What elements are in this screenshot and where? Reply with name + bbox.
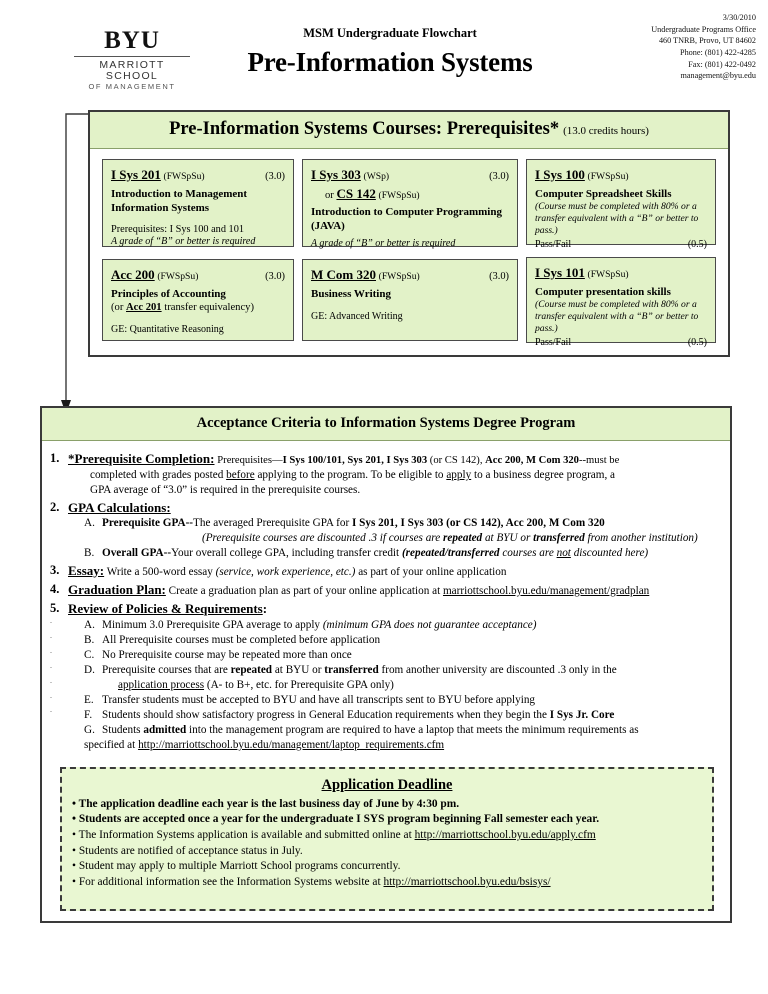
subitem-italic-b: discounted here)	[570, 546, 649, 559]
deadline-title: Application Deadline	[321, 776, 453, 793]
course-grade-note: A grade of “B” or better is required	[111, 235, 256, 247]
list-marker-dots: . . . . . . .	[50, 616, 52, 715]
course-card-acc200	[102, 259, 294, 341]
policy-label: F.	[84, 708, 93, 721]
criteria-heading: Review of Policies & Requirements	[68, 600, 263, 616]
policy-item-g	[68, 723, 720, 753]
acceptance-body	[42, 441, 730, 753]
criteria-text-b: as part of your online application	[355, 565, 507, 578]
policy-text: Transfer students must be accepted to BYU and have all transcripts sent to BYU before applying	[102, 693, 536, 706]
prerequisites-banner-title: Pre-Information Systems Courses: Prerequisites*	[169, 119, 560, 139]
policy-item-f	[68, 708, 720, 723]
course-code: I Sys 100	[535, 167, 585, 182]
criteria-line2-b: applying to the program. To be eligible to	[254, 469, 447, 482]
course-code: I Sys 303	[311, 167, 361, 182]
criteria-text-mid: (or CS 142),	[427, 455, 486, 466]
course-prerequisites-note: Prerequisites: I Sys 100 and 101	[111, 223, 244, 235]
logo-divider	[74, 56, 190, 57]
course-alt-prefix: or	[325, 189, 334, 201]
criteria-heading: Graduation Plan:	[68, 581, 166, 597]
office-phone: Phone: (801) 422-4285	[680, 47, 756, 57]
apply-link[interactable]: http://marriottschool.byu.edu/apply.cfm	[414, 828, 596, 841]
course-credits: (0.5)	[687, 238, 707, 250]
deadline-line-2: • Students are accepted once a year for the undergraduate I SYS program beginning Fall semester each year.	[72, 813, 600, 826]
policy-text-b: at BYU or	[272, 664, 325, 677]
subitem-italic-c: from another institution)	[584, 532, 698, 545]
course-alt-prefix: (or	[111, 301, 124, 313]
office-name: Undergraduate Programs Office	[651, 24, 756, 34]
course-title-line1: Business Writing	[311, 287, 391, 300]
course-terms: (FWSpSu)	[157, 271, 199, 282]
course-title-line1: Principles of Accounting	[111, 287, 226, 300]
document-subtitle: MSM Undergraduate Flowchart	[303, 26, 477, 40]
course-card-isys303	[302, 159, 518, 250]
policy-cont-text: (A- to B+, etc. for Prerequisite GPA only)	[204, 679, 394, 692]
course-card-isys100	[526, 159, 716, 250]
policy-label: C.	[84, 649, 95, 662]
course-alt-suffix: transfer equivalency)	[164, 301, 254, 313]
deadline-line-4: • Students are notified of acceptance status in July.	[72, 844, 303, 857]
course-passfail-label: Pass/Fail	[535, 238, 572, 250]
criteria-item-4	[50, 581, 720, 599]
policy-italic: (minimum GPA does not guarantee acceptance)	[322, 619, 537, 632]
logo-school-text: MARRIOTT SCHOOL	[99, 59, 165, 82]
subitem-text: Your overall college GPA, including transfer credit	[171, 546, 402, 559]
page-title: Pre-Information Systems	[247, 47, 533, 77]
application-deadline-box	[60, 767, 714, 911]
course-passfail-label: Pass/Fail	[535, 336, 572, 348]
policy-label: A.	[84, 619, 95, 632]
subitem-italic-repeated: repeated	[443, 532, 483, 545]
course-card-isys101	[526, 257, 716, 348]
subitem-italic-bold: (repeated/transferred	[401, 546, 500, 559]
policy-text-a: Students	[102, 723, 144, 736]
policy-text-b: into the management program are required to have a laptop that meets the minimum requirements as	[186, 723, 639, 736]
course-column-left	[102, 159, 294, 343]
criteria-heading: GPA Calculations:	[68, 499, 171, 515]
policy-label: G.	[84, 723, 95, 736]
criteria-line2-c: to a business degree program, a	[471, 469, 616, 482]
policy-label: D.	[84, 664, 95, 677]
course-alt-code: CS 142	[336, 185, 376, 201]
policy-item-b	[68, 633, 720, 648]
course-grid	[90, 149, 728, 355]
course-ge-note: GE: Advanced Writing	[311, 310, 403, 322]
logo-byu-text: BYU	[104, 27, 160, 54]
course-title-line1: Introduction to Computer Programming	[311, 206, 502, 219]
course-terms: (WSp)	[363, 171, 390, 182]
course-pass-note: (Course must be completed with 80% or a transfer equivalent with a “B” or better to pass.)	[535, 200, 699, 236]
document-date: 3/30/2010	[722, 13, 756, 22]
criteria-number: 3.	[50, 562, 60, 577]
subitem-italic-a: (Prerequisite courses are discounted .3 if courses are	[202, 532, 444, 545]
deadline-line-6-text: • For additional information see the Information Systems website at	[72, 876, 384, 889]
criteria-text-a: Prerequisites—	[217, 455, 283, 466]
policy-item-d	[68, 663, 720, 693]
criteria-text-end: --must be	[578, 455, 620, 466]
course-terms: (FWSpSu)	[587, 171, 629, 182]
course-card-isys201	[102, 159, 294, 247]
policy-text: All Prerequisite courses must be completed before application	[102, 634, 381, 647]
page-header	[0, 0, 768, 92]
course-credits: (3.0)	[489, 271, 509, 282]
deadline-line-1: • The application deadline each year is the last business day of June by 4:30 pm.	[72, 797, 460, 810]
subitem-italic-a: courses are	[499, 546, 557, 559]
criteria-item-3	[50, 562, 720, 580]
course-title-line2: Information Systems	[111, 201, 210, 214]
acceptance-banner: Acceptance Criteria to Information Systems Degree Program	[42, 408, 730, 441]
byu-marriott-logo	[72, 28, 192, 91]
policy-label: E.	[84, 693, 94, 706]
subitem-course-list: I Sys 201, I Sys 303 (or CS 142), Acc 200, M Com 320	[352, 517, 605, 530]
course-column-right	[526, 159, 716, 348]
criteria-number: 5.	[50, 600, 60, 615]
criteria-item-5	[50, 600, 720, 753]
course-credits: (3.0)	[265, 271, 285, 282]
course-code: I Sys 101	[535, 265, 585, 280]
gradplan-link[interactable]: marriottschool.byu.edu/management/gradplan	[442, 584, 650, 597]
laptop-requirements-link[interactable]: http://marriottschool.byu.edu/management/laptop_requirements.cfm	[138, 738, 445, 751]
course-code: M Com 320	[311, 267, 376, 282]
course-column-middle	[302, 159, 518, 343]
deadline-line-5: • Student may apply to multiple Marriott School programs concurrently.	[72, 860, 401, 873]
office-email: management@byu.edu	[680, 71, 756, 81]
course-title-line1: Introduction to Management	[111, 187, 248, 200]
course-card-mcom320	[302, 259, 518, 341]
course-title-line1: Computer presentation skills	[535, 285, 671, 298]
prerequisites-banner	[90, 112, 728, 149]
course-pass-note: (Course must be completed with 80% or a transfer equivalent with a “B” or better to pass.)	[535, 298, 699, 334]
criteria-heading: Essay:	[68, 562, 105, 578]
course-alt-terms: (FWSpSu)	[378, 189, 420, 201]
course-ge-note: GE: Quantitative Reasoning	[111, 324, 224, 336]
policy-underline-appprocess: application process	[118, 679, 205, 692]
office-address: 460 TNRB, Provo, UT 84602	[658, 36, 756, 46]
logo-division-text: OF MANAGEMENT	[88, 82, 176, 91]
policy-list	[68, 618, 720, 752]
criteria-line3: GPA average of “3.0” is required in the prerequisite courses.	[90, 483, 361, 496]
criteria-text-italic: (service, work experience, etc.)	[215, 565, 356, 578]
policy-bold-admitted: admitted	[143, 723, 187, 736]
course-title-line1: Computer Spreadsheet Skills	[535, 187, 672, 200]
deadline-line-6	[72, 875, 702, 891]
policy-item-c	[68, 648, 720, 663]
prerequisites-credit-hours: (13.0 credits hours)	[563, 125, 649, 137]
course-terms: (FWSpSu)	[587, 269, 629, 280]
criteria-text-a: Write a 500-word essay	[106, 565, 216, 578]
policy-cont-a: specified at	[84, 738, 139, 751]
policy-text: No Prerequisite course may be repeated more than once	[102, 649, 352, 662]
subitem-label: A.	[84, 517, 95, 530]
criteria-subitem-2a	[68, 516, 720, 546]
contact-info	[651, 12, 756, 82]
subitem-italic-transferred: transferred	[533, 532, 585, 545]
criteria-line2-before: before	[226, 469, 255, 482]
criteria-number: 4.	[50, 581, 60, 596]
deadline-line-3	[72, 828, 702, 844]
criteria-heading: *Prerequisite Completion:	[68, 451, 215, 466]
subitem-italic-not: not	[556, 546, 571, 559]
policy-item-e	[68, 693, 720, 708]
policy-bold-transferred: transferred	[324, 664, 379, 677]
title-block	[200, 26, 580, 78]
criteria-text-a: Create a graduation plan as part of your online application at	[168, 584, 443, 597]
course-credits: (3.0)	[489, 171, 509, 182]
course-alt-code: Acc 201	[126, 301, 162, 313]
prerequisites-section	[88, 110, 730, 357]
criteria-number: 1.	[50, 451, 60, 465]
course-code: I Sys 201	[111, 167, 161, 182]
subitem-label: B.	[84, 546, 95, 559]
policy-text-c: from another university are discounted .3 only in the	[378, 664, 617, 677]
course-credits: (0.5)	[687, 336, 707, 348]
policy-text-a: Students should show satisfactory progress in General Education requirements when they begin the	[102, 708, 550, 721]
criteria-line2-a: completed with grades posted	[90, 469, 227, 482]
policy-text: Minimum 3.0 Prerequisite GPA average to apply	[102, 619, 323, 632]
criteria-item-2	[50, 499, 720, 561]
office-fax: Fax: (801) 422-0492	[688, 59, 756, 69]
criteria-line2-apply: apply	[446, 469, 472, 482]
criteria-text-bold: I Sys 100/101, Sys 201, I Sys 303	[282, 455, 428, 466]
policy-bold-jrcore: I Sys Jr. Core	[549, 708, 615, 721]
course-credits: (3.0)	[265, 171, 285, 182]
policy-text-a: Prerequisite courses that are	[102, 664, 231, 677]
bsisys-website-link[interactable]: http://marriottschool.byu.edu/bsisys/	[383, 876, 551, 889]
criteria-text-bold2: Acc 200, M Com 320	[485, 455, 579, 466]
criteria-item-1	[50, 450, 720, 498]
subitem-text: The averaged Prerequisite GPA for	[193, 517, 352, 530]
policy-label: B.	[84, 634, 95, 647]
criteria-heading-colon: :	[262, 600, 268, 616]
subitem-bold-lead: Overall GPA--	[102, 546, 172, 559]
course-terms: (FWSpSu)	[163, 171, 205, 182]
policy-bold-repeated: repeated	[230, 664, 273, 677]
course-terms: (FWSpSu)	[378, 271, 420, 282]
course-title-line2: (JAVA)	[311, 220, 345, 233]
acceptance-criteria-section	[40, 406, 732, 923]
criteria-subitem-2b	[68, 546, 720, 561]
criteria-number: 2.	[50, 499, 60, 514]
policy-item-a	[68, 618, 720, 633]
course-grade-note: A grade of “B” or better is required	[311, 238, 456, 250]
course-code: Acc 200	[111, 267, 155, 282]
deadline-line-3-text: • The Information Systems application is available and submitted online at	[72, 828, 415, 841]
subitem-italic-b: at BYU or	[482, 532, 534, 545]
subitem-bold-lead: Prerequisite GPA--	[102, 517, 194, 530]
